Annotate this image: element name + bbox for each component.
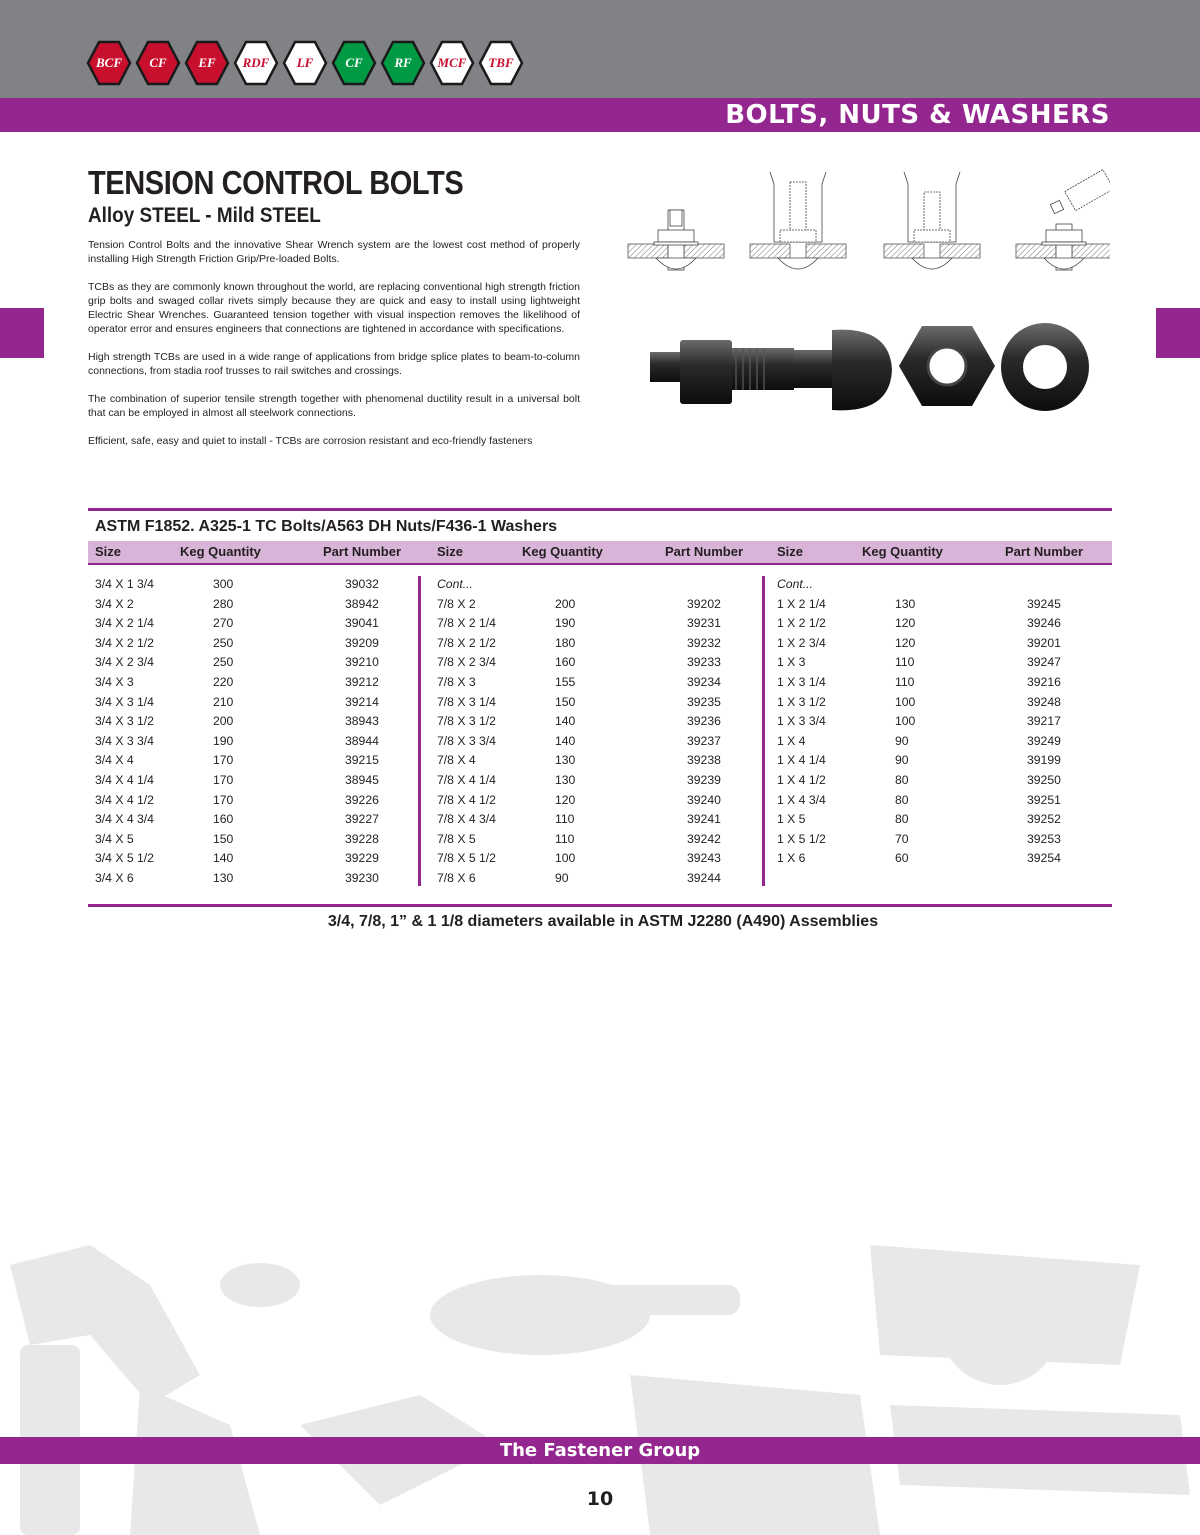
column-header-size: Size [95,544,122,559]
part-number-cell: 39254 [1027,851,1061,866]
keg-quantity-cell: 155 [555,674,576,689]
size-cell: 3/4 X 2 1/2 [95,635,154,650]
keg-quantity-cell: 270 [213,616,234,631]
part-number-cell: 39239 [687,772,721,787]
keg-quantity-cell: 60 [895,851,909,866]
size-cell: 7/8 X 2 1/2 [437,635,496,650]
part-number-cell: 39236 [687,714,721,729]
washer-photo [1000,322,1090,412]
part-number-cell: 39232 [687,635,721,650]
size-cell: 1 X 2 3/4 [777,635,826,650]
size-cell: 7/8 X 5 1/2 [437,851,496,866]
header-rule [88,563,1112,565]
keg-quantity-cell: 130 [213,870,234,885]
keg-quantity-cell: 150 [213,831,234,846]
keg-quantity-cell: 100 [895,714,916,729]
rdf-logo: RDF [233,40,279,86]
size-cell: 7/8 X 2 1/4 [437,616,496,631]
part-number-cell: 39234 [687,674,721,689]
keg-quantity-cell: 80 [895,792,909,807]
column-header-keg-quantity: Keg Quantity [180,544,261,559]
table-header [88,541,1112,563]
size-cell: 3/4 X 3 [95,674,134,689]
size-cell: 7/8 X 5 [437,831,476,846]
size-cell: 1 X 4 [777,733,806,748]
brand-logo-strip [86,40,524,86]
keg-quantity-cell: 100 [555,851,576,866]
keg-quantity-cell: 110 [555,812,575,827]
part-number-cell: 39246 [1027,616,1061,631]
diagram-step-4 [1016,170,1110,270]
size-cell: 1 X 5 1/2 [777,831,826,846]
keg-quantity-cell: 130 [895,596,916,611]
keg-quantity-cell: 130 [555,772,576,787]
size-cell: 7/8 X 4 [437,753,476,768]
footer-brand: The Fastener Group [499,1440,701,1461]
keg-quantity-cell: 250 [213,635,234,650]
size-cell: 1 X 3 1/4 [777,674,826,689]
table-bottom-rule [88,904,1112,907]
size-cell: 3/4 X 4 1/2 [95,792,154,807]
column-divider [418,576,421,886]
part-number-cell: 39041 [345,616,379,631]
keg-quantity-cell: 120 [555,792,576,807]
size-cell: 3/4 X 4 [95,753,134,768]
keg-quantity-cell: 200 [213,714,234,729]
size-cell: 3/4 X 1 3/4 [95,577,154,591]
column-header-part-number: Part Number [323,544,402,559]
size-cell: 1 X 3 [777,655,806,670]
description-paragraph: Tension Control Bolts and the innovative Shear Wrench system are the lowest cost method of properly installing High Strength Friction Grip/Pre-loaded Bolts. [88,239,580,265]
continued-label: Cont... [777,577,813,591]
installation-diagram [620,162,1110,282]
keg-quantity-cell: 150 [555,694,576,709]
column-header-keg-quantity: Keg Quantity [522,544,603,559]
part-number-cell: 39247 [1027,655,1061,670]
part-number-cell: 39226 [345,792,379,807]
table-footnote: 3/4, 7/8, 1” & 1 1/8 diameters available in ASTM J2280 (A490) Assemblies [327,913,879,930]
description-paragraph: Efficient, safe, easy and quiet to install - TCBs are corrosion resistant and eco-friendly fasteners [88,435,533,447]
column-header-part-number: Part Number [665,544,744,559]
part-number-cell: 39201 [1027,635,1061,650]
part-number-cell: 38942 [345,596,379,611]
part-number-cell: 39250 [1027,772,1061,787]
part-number-cell: 39215 [345,753,379,768]
size-cell: 7/8 X 2 [437,596,476,611]
keg-quantity-cell: 140 [555,733,576,748]
part-number-cell: 39252 [1027,812,1061,827]
part-number-cell: 38943 [345,714,379,729]
part-number-cell: 39235 [687,694,721,709]
size-cell: 7/8 X 4 1/2 [437,792,496,807]
size-cell: 3/4 X 4 1/4 [95,772,154,787]
part-number-cell: 39237 [687,733,721,748]
keg-quantity-cell: 280 [213,596,234,611]
part-number-cell: 39242 [687,831,721,846]
column-header-part-number: Part Number [1005,544,1084,559]
part-number-cell: 39241 [687,812,721,827]
part-number-cell: 39230 [345,870,379,885]
part-number-cell: 38945 [345,772,379,787]
keg-quantity-cell: 190 [555,616,576,631]
ef-logo: EF [184,40,230,86]
lf-logo: LF [282,40,328,86]
keg-quantity-cell: 140 [213,851,234,866]
keg-quantity-cell: 110 [895,655,915,670]
part-number-cell: 39248 [1027,694,1061,709]
part-number-cell: 39217 [1027,714,1061,729]
size-cell: 3/4 X 4 3/4 [95,812,154,827]
diagram-step-1 [628,210,724,270]
side-tab-left [0,308,44,358]
keg-quantity-cell: 110 [555,831,575,846]
part-number-cell: 39251 [1027,792,1061,807]
part-number-cell: 39199 [1027,753,1061,768]
keg-quantity-cell: 100 [895,694,916,709]
keg-quantity-cell: 200 [555,596,576,611]
size-cell: 3/4 X 2 [95,596,134,611]
table-top-rule [88,508,1112,511]
part-number-cell: 39231 [687,616,721,631]
top-banner [0,0,1200,98]
size-cell: 1 X 5 [777,812,806,827]
part-number-cell: 39244 [687,870,721,885]
part-number-cell: 38944 [345,733,379,748]
column-header-keg-quantity: Keg Quantity [862,544,943,559]
size-cell: 7/8 X 6 [437,870,476,885]
part-number-cell: 39202 [687,596,721,611]
size-cell: 1 X 3 1/2 [777,694,826,709]
continued-label: Cont... [437,577,473,591]
keg-quantity-cell: 140 [555,714,576,729]
size-cell: 7/8 X 4 3/4 [437,812,496,827]
product-subtitle: Alloy STEEL - Mild STEEL [88,204,321,227]
section-band [0,98,1200,132]
keg-quantity-cell: 170 [213,792,234,807]
part-number-cell: 39253 [1027,831,1061,846]
keg-quantity-cell: 70 [895,831,909,846]
diagram-step-3 [884,172,980,269]
description-paragraph: The combination of superior tensile strength together with phenomenal ductility result in a universal bolt that can be employed in almost all steelwork connections. [88,393,580,419]
size-cell: 1 X 4 1/2 [777,772,826,787]
keg-quantity-cell: 180 [555,635,576,650]
column-header-size: Size [777,544,804,559]
size-cell: 3/4 X 5 [95,831,134,846]
side-tab-right [1156,308,1200,358]
size-cell: 7/8 X 2 3/4 [437,655,496,670]
keg-quantity-cell: 120 [895,616,916,631]
table-title: ASTM F1852. A325-1 TC Bolts/A563 DH Nuts/F436-1 Washers [95,518,558,535]
keg-quantity-cell: 170 [213,753,234,768]
size-cell: 1 X 2 1/2 [777,616,826,631]
diagram-step-2 [750,172,846,269]
nut-photo [898,324,996,408]
rf-logo: RF [380,40,426,86]
size-cell: 1 X 6 [777,851,806,866]
product-description [88,238,580,462]
size-cell: 7/8 X 3 [437,674,476,689]
part-number-cell: 39228 [345,831,379,846]
cf-green-logo: CF [331,40,377,86]
size-cell: 3/4 X 3 1/2 [95,714,154,729]
part-number-cell: 39210 [345,655,379,670]
bcf-logo: BCF [86,40,132,86]
part-number-cell: 39227 [345,812,379,827]
part-number-cell: 39245 [1027,596,1061,611]
keg-quantity-cell: 160 [555,655,576,670]
size-cell: 1 X 4 3/4 [777,792,826,807]
part-number-cell: 39240 [687,792,721,807]
section-title: BOLTS, NUTS & WASHERS [725,100,1110,130]
part-number-cell: 39233 [687,655,721,670]
cf-logo: CF [135,40,181,86]
footer-band [0,1437,1200,1464]
size-cell: 3/4 X 2 1/4 [95,616,154,631]
description-paragraph: High strength TCBs are used in a wide range of applications from bridge splice plates to beam-to-column connections, from stadia roof trusses to rail switches and crossings. [88,351,580,377]
bolt-photo [640,322,900,418]
size-cell: 3/4 X 6 [95,870,134,885]
keg-quantity-cell: 120 [895,635,916,650]
part-number-cell: 39243 [687,851,721,866]
size-cell: 7/8 X 4 1/4 [437,772,496,787]
size-cell: 3/4 X 2 3/4 [95,655,154,670]
size-cell: 7/8 X 3 1/2 [437,714,496,729]
part-number-cell: 39209 [345,635,379,650]
keg-quantity-cell: 80 [895,772,909,787]
keg-quantity-cell: 300 [213,577,234,591]
keg-quantity-cell: 130 [555,753,576,768]
part-number-cell: 39212 [345,674,379,689]
keg-quantity-cell: 210 [213,694,234,709]
keg-quantity-cell: 170 [213,772,234,787]
keg-quantity-cell: 90 [895,753,909,768]
keg-quantity-cell: 110 [895,674,915,689]
column-divider [762,576,765,886]
keg-quantity-cell: 220 [213,674,234,689]
size-cell: 3/4 X 5 1/2 [95,851,154,866]
size-cell: 3/4 X 3 1/4 [95,694,154,709]
tbf-logo: TBF [478,40,524,86]
product-title: TENSION CONTROL BOLTS [88,164,464,201]
part-number-cell: 39238 [687,753,721,768]
part-number-cell: 39249 [1027,733,1061,748]
keg-quantity-cell: 80 [895,812,909,827]
keg-quantity-cell: 90 [895,733,909,748]
part-number-cell: 39229 [345,851,379,866]
size-cell: 1 X 2 1/4 [777,596,826,611]
size-cell: 3/4 X 3 3/4 [95,733,154,748]
mcf-logo: MCF [429,40,475,86]
keg-quantity-cell: 190 [213,733,234,748]
part-number-cell: 39032 [345,577,379,591]
column-header-size: Size [437,544,464,559]
size-cell: 7/8 X 3 3/4 [437,733,496,748]
part-number-cell: 39216 [1027,674,1061,689]
keg-quantity-cell: 160 [213,812,234,827]
size-cell: 1 X 3 3/4 [777,714,826,729]
part-number-cell: 39214 [345,694,379,709]
keg-quantity-cell: 250 [213,655,234,670]
keg-quantity-cell: 90 [555,870,569,885]
size-cell: 1 X 4 1/4 [777,753,826,768]
description-paragraph: TCBs as they are commonly known throughout the world, are replacing conventional high strength friction grip bolts and swaged collar rivets simply because they are quick and easy to install using lightweight Electric Shear Wrenches. Guaranteed tension together with visual inspection removes the likelihood of operator error and ensures engineers that connections are tightened in accordance with specifications. [88,281,580,335]
page-number: 10 [586,1488,614,1510]
size-cell: 7/8 X 3 1/4 [437,694,496,709]
